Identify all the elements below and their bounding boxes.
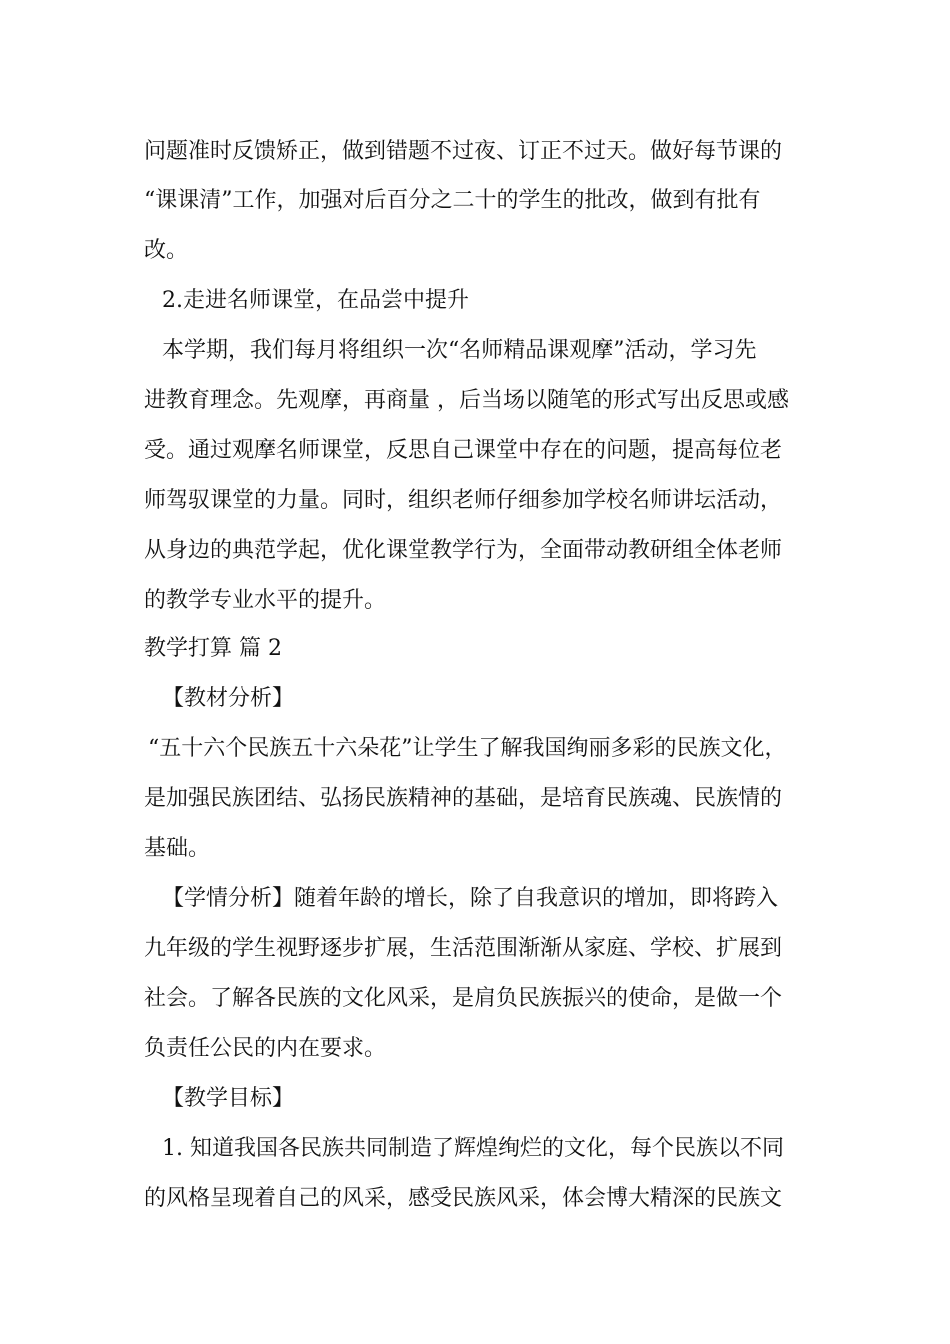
text-line: 基础。: [144, 836, 211, 861]
text-line: “五十六个民族五十六朵花”让学生了解我国绚丽多彩的民族文化，: [148, 736, 787, 761]
text-line: 【学情分析】随着年龄的增长，除了自我意识的增加，即将跨入: [162, 886, 779, 911]
text-line: 1. 知道我国各民族共同制造了辉煌绚烂的文化，每个民族以不同: [162, 1136, 784, 1161]
section-heading: 【教学目标】: [162, 1086, 295, 1111]
text-line: 从身边的典范学起，优化课堂教学行为，全面带动教研组全体老师: [144, 538, 783, 563]
text-line: 问题准时反馈矫正，做到错题不过夜、订正不过天。做好每节课的: [144, 139, 783, 164]
text-line: 的风格呈现着自己的风采，感受民族风采，体会博大精深的民族文: [144, 1186, 783, 1211]
text-line: 的教学专业水平的提升。: [144, 588, 387, 613]
text-line: “课课清”工作，加强对后百分之二十的学生的批改，做到有批有: [144, 188, 761, 213]
text-line: 本学期，我们每月将组织一次“名师精品课观摩”活动，学习先: [162, 338, 757, 363]
text-line: 九年级的学生视野逐步扩展，生活范围渐渐从家庭、学校、扩展到: [144, 936, 783, 961]
text-line: 进教育理念。先观摩，再商量 ，后当场以随笔的形式写出反思或感: [144, 388, 789, 413]
text-line: 改。: [144, 238, 189, 263]
section-heading: 2.走进名师课堂，在品尝中提升: [162, 288, 469, 313]
text-line: 社会。了解各民族的文化风采，是肩负民族振兴的使命，是做一个: [144, 986, 783, 1011]
section-heading: 【教材分析】: [162, 686, 295, 711]
text-line: 师驾驭课堂的力量。同时，组织老师仔细参加学校名师讲坛活动，: [144, 488, 783, 513]
text-line: 受。通过观摩名师课堂，反思自己课堂中存在的问题，提高每位老: [144, 438, 783, 463]
text-line: 负责任公民的内在要求。: [144, 1036, 387, 1061]
article-title: 教学打算 篇 2: [144, 636, 282, 661]
text-line: 是加强民族团结、弘扬民族精神的基础，是培育民族魂、民族情的: [144, 786, 783, 811]
